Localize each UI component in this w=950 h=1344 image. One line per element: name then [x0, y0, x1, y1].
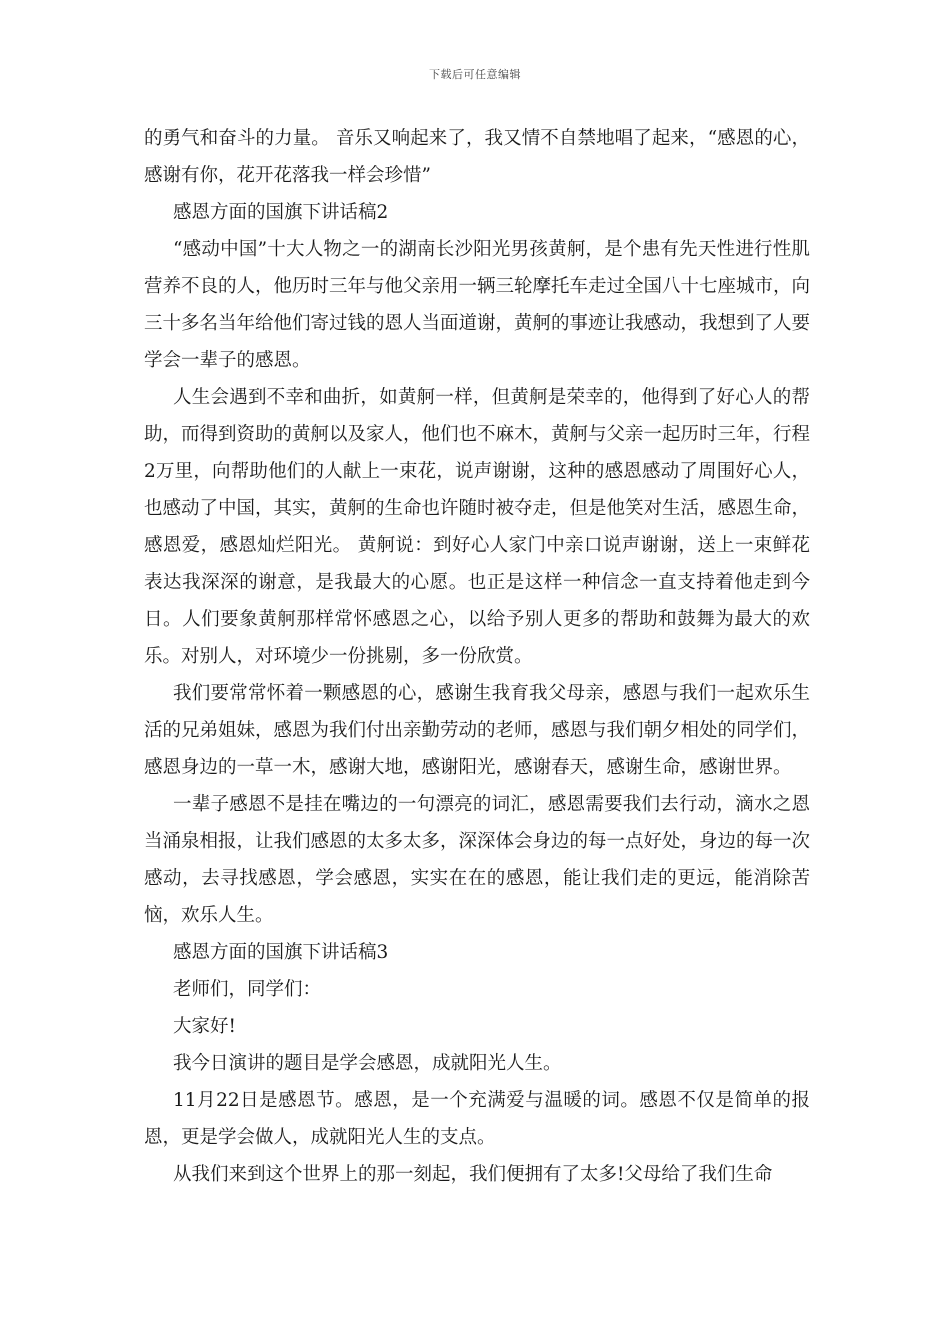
paragraph: 的勇气和奋斗的力量。 音乐又响起来了，我又情不自禁地唱了起来，“感恩的心，感谢有你，花开花落我一样会珍惜” — [144, 128, 810, 186]
document-body — [144, 120, 810, 1193]
paragraph: 一辈子感恩不是挂在嘴边的一句漂亮的词汇，感恩需要我们去行动，滴水之恩当涌泉相报，让我们感恩的太多太多，深深体会身边的每一点好处，身边的每一次感动，去寻找感恩，学会感恩，实实在在的感恩，能让我们走的更远，能消除苦恼，欢乐人生。 — [144, 794, 811, 926]
section-heading: 感恩方面的国旗下讲话稿3 — [173, 942, 389, 963]
paragraph: 我们要常常怀着一颗感恩的心，感谢生我育我父母亲，感恩与我们一起欢乐生活的兄弟姐妹，感恩为我们付出亲勤劳动的老师，感恩与我们朝夕相处的同学们，感恩身边的一草一木，感谢大地，感谢阳光，感谢春天，感谢生命，感谢世界。 — [144, 683, 811, 778]
page-header: 下载后可任意编辑 — [429, 68, 521, 81]
paragraph: 人生会遇到不幸和曲折，如黄舸一样，但黄舸是荣幸的，他得到了好心人的帮助，而得到资助的黄舸以及家人，他们也不麻木，黄舸与父亲一起历时三年，行程2万里，向帮助他们的人献上一束花，说声谢谢，这种的感恩感动了周围好心人，也感动了中国，其实，黄舸的生命也许随时被夺走，但是他笑对生活，感恩生命，感恩爱，感恩灿烂阳光。 黄舸说：到好心人家门中亲口说声谢谢，送上一束鲜花表达我深深的谢意，是我最大的心愿。也正是这样一种信念一直支持着他走到今日。人们要象黄舸那样常怀感恩之心，以给予别人更多的帮助和鼓舞为最大的欢乐。对别人，对环境少一份挑剔，多一份欣赏。 — [144, 387, 811, 667]
section-heading: 感恩方面的国旗下讲话稿2 — [173, 202, 389, 223]
paragraph: 11月22日是感恩节。感恩，是一个充满爱与温暖的词。感恩不仅是简单的报恩，更是学会做人，成就阳光人生的支点。 — [144, 1090, 810, 1148]
paragraph: 我今日演讲的题目是学会感恩，成就阳光人生。 — [173, 1053, 562, 1074]
paragraph: 大家好! — [173, 1016, 236, 1037]
paragraph: “感动中国”十大人物之一的湖南长沙阳光男孩黄舸，是个患有先天性进行性肌营养不良的人，他历时三年与他父亲用一辆三轮摩托车走过全国八十七座城市，向三十多名当年给他们寄过钱的恩人当面道谢，黄舸的事迹让我感动，我想到了人要学会一辈子的感恩。 — [144, 239, 811, 371]
paragraph: 老师们，同学们： — [173, 979, 322, 1000]
paragraph: 从我们来到这个世界上的那一刻起，我们便拥有了太多!父母给了我们生命 — [173, 1164, 773, 1185]
